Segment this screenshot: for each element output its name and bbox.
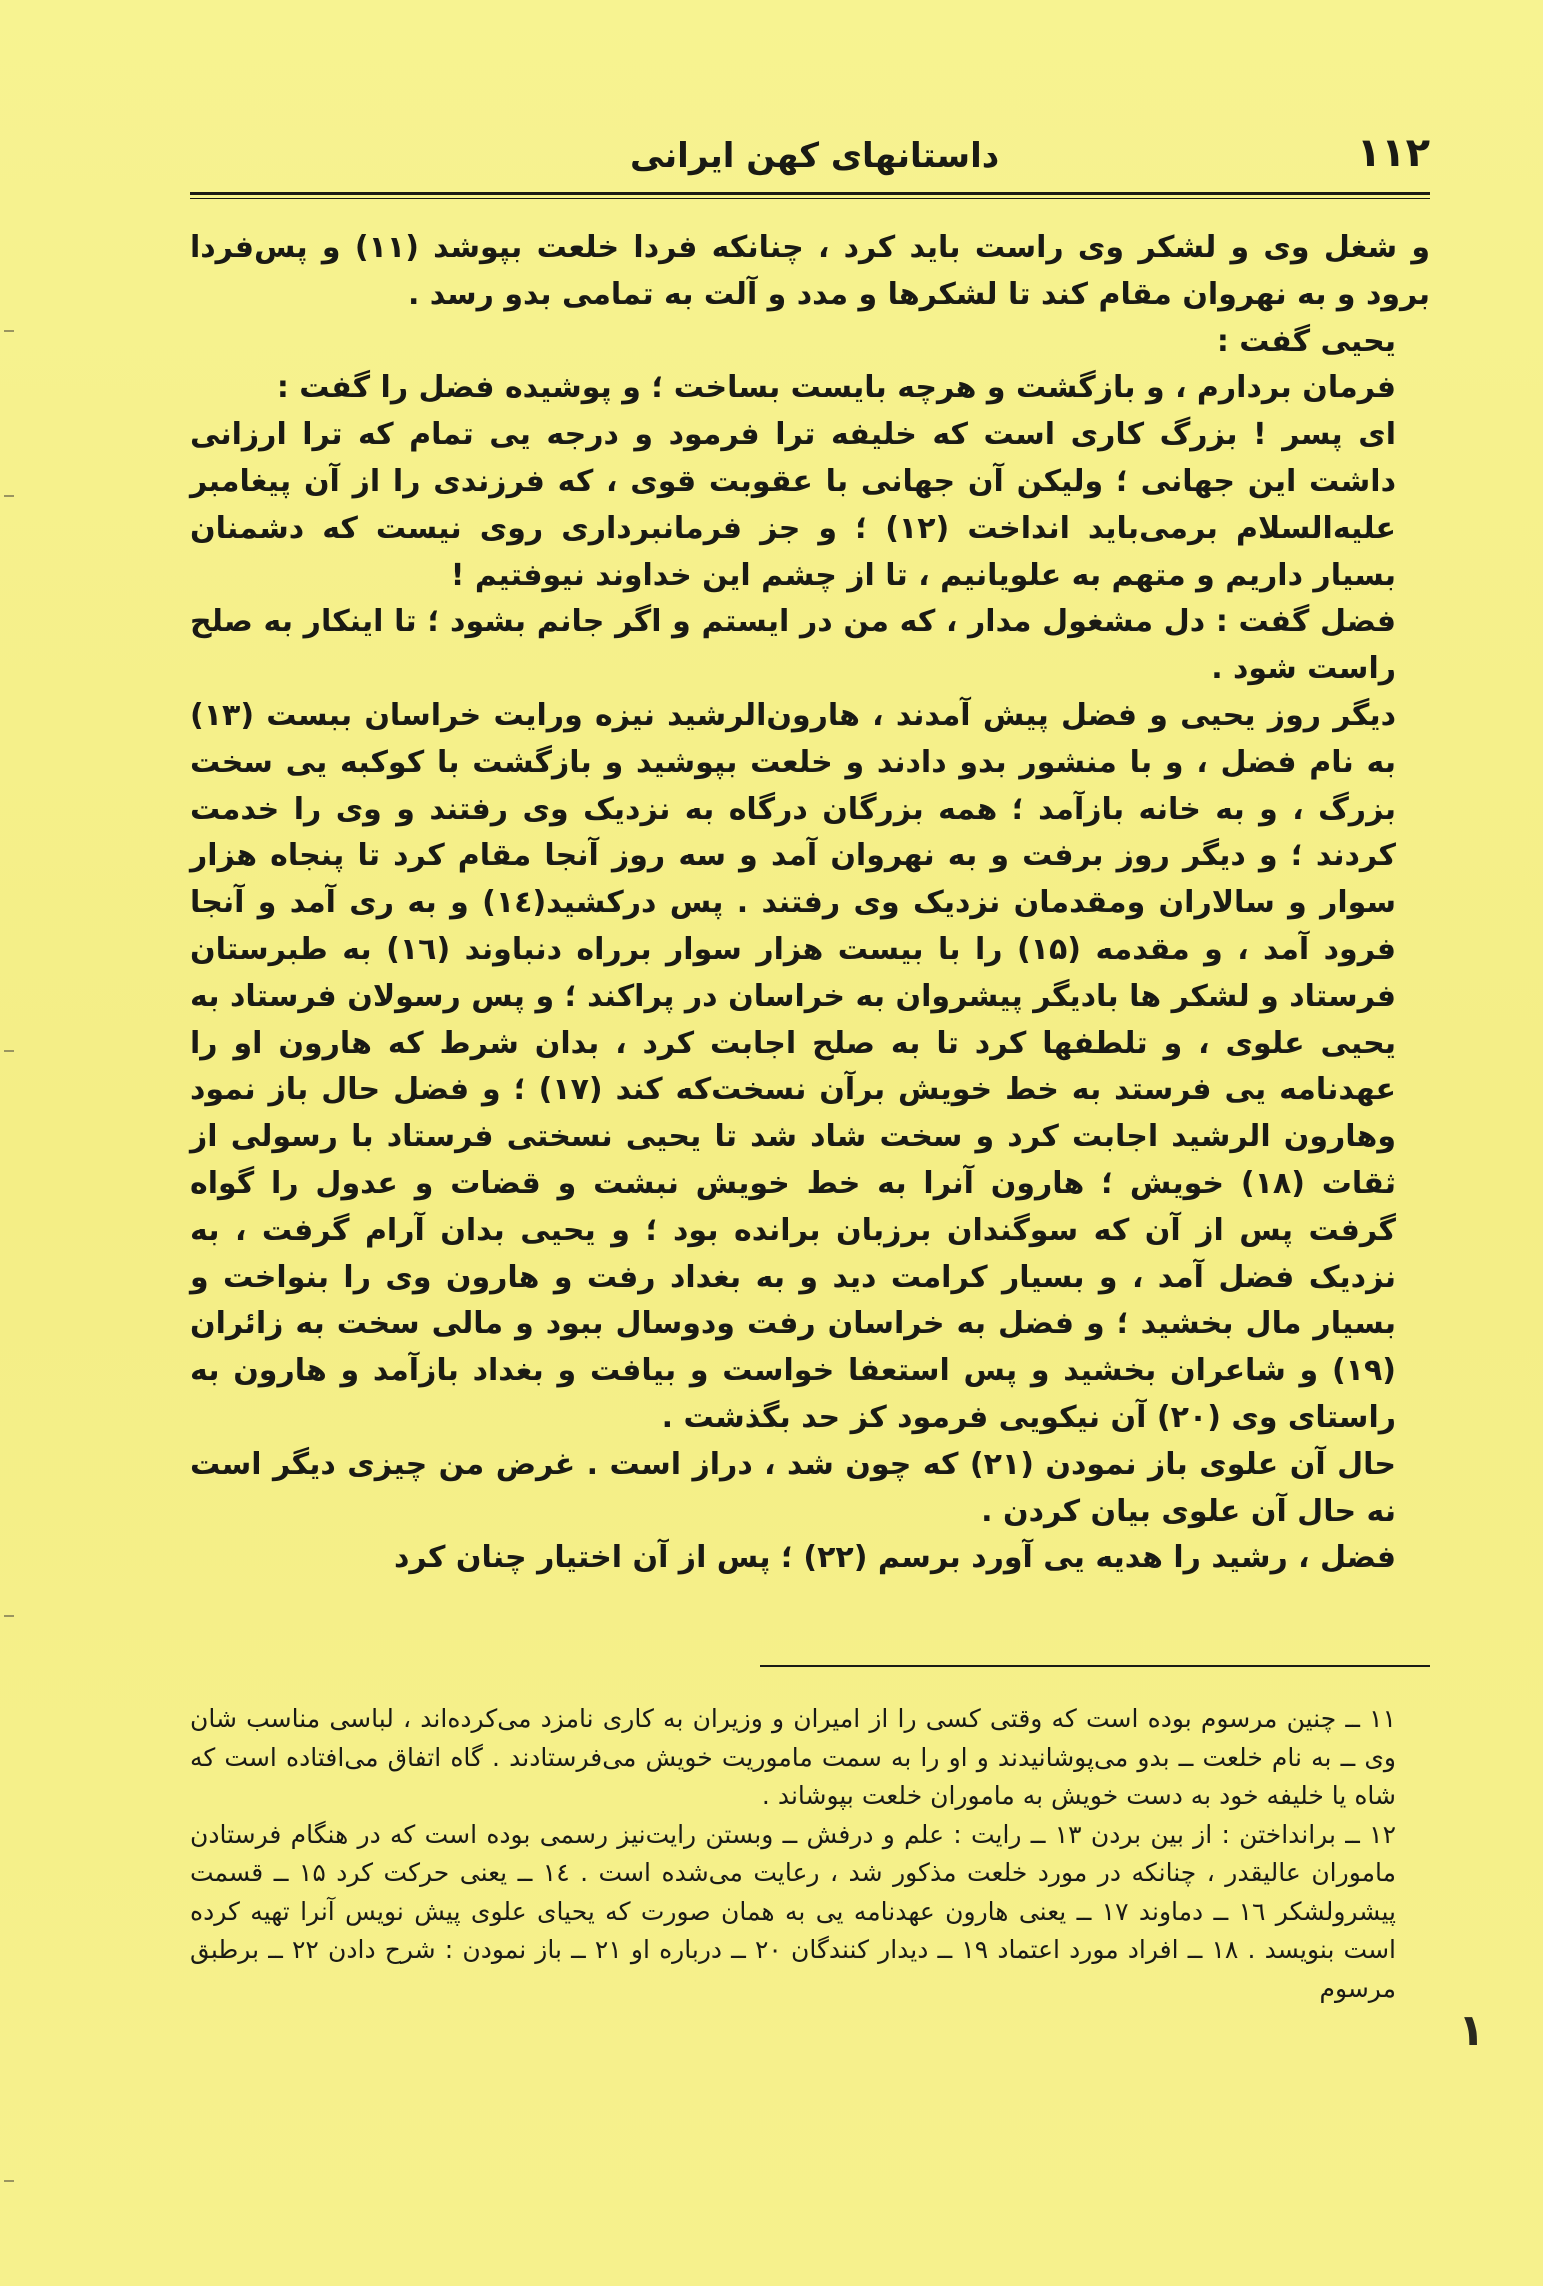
header-rule (190, 192, 1430, 199)
edge-mark (4, 2180, 14, 2182)
edge-mark (4, 1615, 14, 1617)
footnote: ۱۲ ــ برانداختن : از بین بردن ۱۳ ــ رایت : علم و درفش ــ وبستن رایت‌نیز رسمی بوده است که در هنگام فرستادن ماموران عالیقدر ، چنانکه در مورد خلعت مذکور شد ، رعایت می‌شده است . ۱٤ ــ یعنی حرکت کرد ۱۵ ــ قسمت پیشرولشکر ۱٦ ــ دماوند ۱۷ ــ یعنی هارون عهدنامه یی به همان صورت که یحیای علوی پیش نویس آنرا تهیه کرده است بنویسد . ۱۸ ــ افراد مورد اعتماد ۱۹ ــ دیدار کنندگان ۲۰ ــ درباره او ۲۱ ــ باز نمودن : شرح دادن ۲۲ ــ برطبق مرسوم (190, 1819, 1397, 2003)
edge-mark (4, 495, 14, 497)
edge-mark (4, 330, 14, 332)
paragraph: ای پسر ! بزرگ کاری است که خلیفه ترا فرمود و درجه یی تمام که ترا ارزانی داشت این جهانی ؛ ولیکن آن جهانی با عقوبت قوی ، که فرزندی را از آن پیغامبر علیه‌السلام برمی‌باید انداخت (۱۲) ؛ و جز فرمانبرداری روی نیست که دشمنان بسیار داریم و متهم به علویانیم ، تا از چشم این خداوند نیوفتیم ! (190, 417, 1396, 593)
paragraph: حال آن علوی باز نمودن (۲۱) که چون شد ، دراز است . غرض من چیزی دیگر است نه حال آن علوی بیان کردن . (190, 1446, 1396, 1529)
edge-mark (4, 1050, 14, 1052)
paragraph: یحیی گفت : (1216, 323, 1396, 359)
paragraph: فضل گفت : دل مشغول مدار ، که من در ایستم و اگر جانم بشود ؛ تا اینکار به صلح راست شود . (190, 604, 1396, 687)
paragraph: فضل ، رشید را هدیه یی آورد برسم (۲۲) ؛ پس از آن اختیار چنان کرد (393, 1540, 1396, 1576)
page-header (190, 130, 1430, 190)
paragraph: فرمان بردارم ، و بازگشت و هرچه بایست بساخت ؛ و پوشیده فضل را گفت : (276, 370, 1396, 406)
page-number: ۱۱۲ (1356, 130, 1430, 176)
main-text (190, 225, 1430, 1582)
footnote-rule (760, 1665, 1430, 1667)
footnote: ۱۱ ــ چنین مرسوم بوده است که وقتی کسی را از امیران و وزیران به کاری نامزد می‌کرده‌اند ، لباسی مناسب شان وی ــ به نام خلعت ــ بدو می‌پوشانیدند و او را به سمت ماموریت خویش می‌فرستادند . گاه اتفاق می‌افتاده است که شاه یا خلیفه خود به دست خویش به ماموران خلعت بپوشاند . (190, 1704, 1396, 1810)
paragraph: و شغل وی و لشکر وی راست باید کرد ، چنانکه فردا خلعت بپوشد (۱۱) و پس‌فردا برود و به نهروان مقام کند تا لشکرها و مدد و آلت به تمامی بدو رسد . (190, 230, 1430, 312)
running-title: داستانهای کهن ایرانی (630, 136, 1000, 176)
margin-note: ۱ (1458, 2005, 1485, 2056)
paragraph: دیگر روز یحیی و فضل پیش آمدند ، هارون‌الرشید نیزه ورایت خراسان ببست (۱۳) به نام فضل ، و با منشور بدو دادند و خلعت بپوشید و بازگشت با کوکبه یی سخت بزرگ ، و به خانه بازآمد ؛ همه بزرگان درگاه به نزدیک وی رفتند و وی را خدمت کردند ؛ و دیگر روز برفت و به نهروان آمد و سه روز آنجا مقام کرد تا پنجاه هزار سوار و سالاران ومقدمان نزدیک وی رفتند . پس درکشید(۱٤) و به ری آمد و آنجا فرود آمد ، و مقدمه (۱۵) را با بیست هزار سوار برراه دنباوند (۱٦) به طبرستان فرستاد و لشکر ها بادیگر پیشروان به خراسان در پراکند ؛ و پس رسولان فرستاد به یحیی علوی ، و تلطفها کرد تا به صلح اجابت کرد ، بدان شرط که هارون او را عهدنامه یی فرستد به خط خویش برآن نسخت‌که کند (۱۷) ؛ و فضل حال باز نمود وهارون الرشید اجابت کرد و سخت شاد شد تا یحیی نسختی فرستاد با رسولی از ثقات (۱۸) خویش ؛ هارون آنرا به خط خویش نبشت و قضات و عدول را گواه گرفت پس از آن که سوگندان برزبان برانده بود ؛ و یحیی بدان آرام گرفت ، به نزدیک فضل آمد ، و بسیار کرامت دید و به بغداد رفت و هارون وی را بنواخت و بسیار مال بخشید ؛ و فضل به خراسان رفت ودوسال ببود و مالی سخت به زائران (۱۹) و شاعران بخشید و پس استعفا خواست و بیافت و بغداد بازآمد و هارون به راستای وی (۲۰) آن نیکویی فرمود کز حد بگذشت . (190, 697, 1396, 1435)
footnotes (190, 1700, 1430, 2008)
